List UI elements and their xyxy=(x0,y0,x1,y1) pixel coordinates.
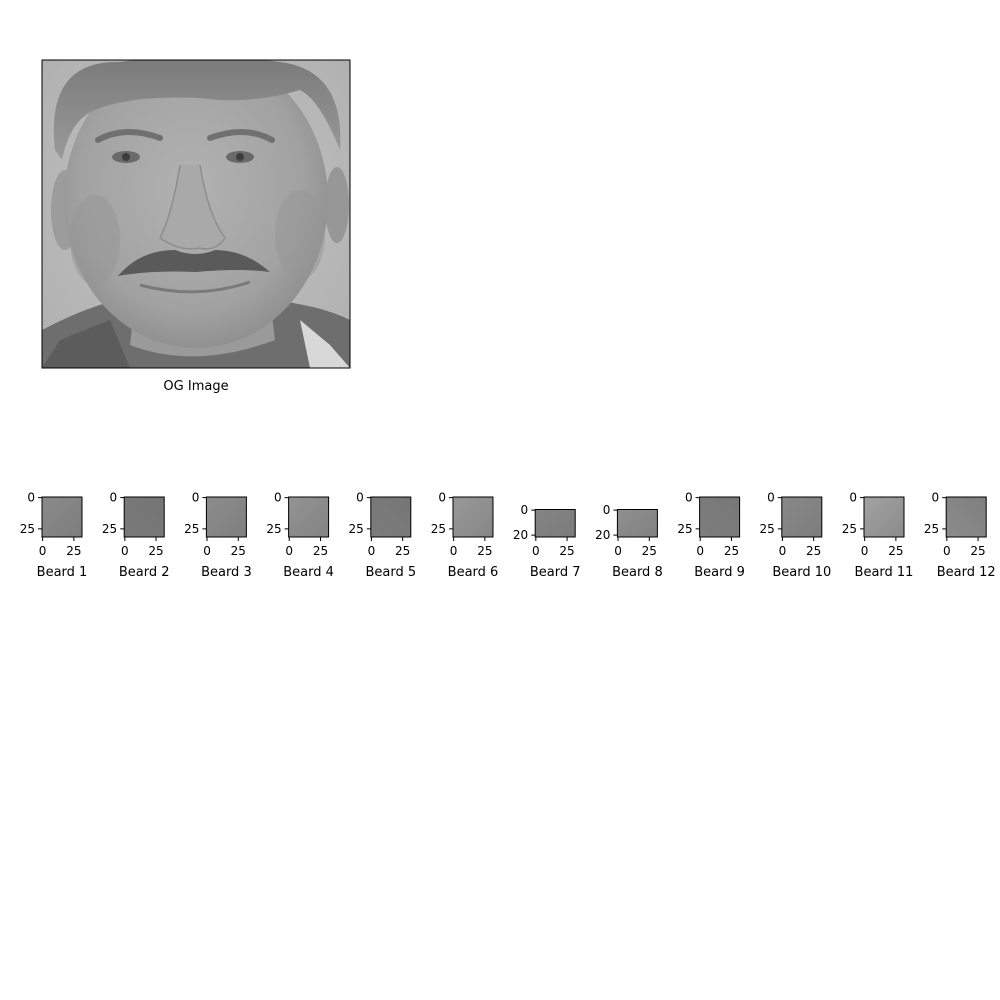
beard-panel-12 xyxy=(924,491,996,580)
beard-panel-8 xyxy=(595,503,663,580)
y-tick-label: 20 xyxy=(512,528,529,543)
beard-patch-tone xyxy=(206,497,246,537)
x-tick-label: 0 xyxy=(614,544,622,558)
x-tick-label: 25 xyxy=(970,544,986,558)
y-tick-label: 25 xyxy=(348,521,364,536)
y-tick-label: 20 xyxy=(595,528,611,543)
y-tick-label: 0 xyxy=(438,490,446,505)
y-tick-label: 0 xyxy=(356,490,364,505)
y-tick-label: 25 xyxy=(101,521,118,536)
x-tick-label: 0 xyxy=(367,544,376,558)
beard-patch-tone xyxy=(617,510,657,538)
beard-panel-9 xyxy=(677,491,745,580)
beard-panel-title: Beard 9 xyxy=(694,565,745,580)
x-tick-label: 25 xyxy=(312,544,329,558)
x-tick-label: 25 xyxy=(477,544,493,558)
y-tick-label: 0 xyxy=(602,503,611,518)
x-tick-label: 0 xyxy=(203,544,211,558)
beard-panel-title: Beard 10 xyxy=(772,565,832,580)
y-tick-label: 25 xyxy=(923,521,940,536)
beard-patch-tone xyxy=(453,497,493,537)
beard-panel-title: Beard 3 xyxy=(201,565,252,580)
y-tick-label: 25 xyxy=(841,521,857,536)
beard-panel-title: Beard 11 xyxy=(854,565,914,580)
beard-patch-tone xyxy=(700,497,740,537)
beard-panel-2 xyxy=(102,491,170,580)
x-tick-label: 25 xyxy=(559,544,575,558)
beard-panel-6 xyxy=(431,491,499,580)
x-tick-label: 0 xyxy=(532,544,540,558)
y-tick-label: 25 xyxy=(677,521,693,536)
beard-panel-title: Beard 6 xyxy=(447,565,499,580)
x-tick-label: 0 xyxy=(449,544,458,558)
beard-panel-3 xyxy=(184,491,252,580)
x-tick-label: 0 xyxy=(778,544,787,558)
beard-panel-11 xyxy=(842,491,914,580)
x-tick-label: 0 xyxy=(696,544,705,558)
x-tick-label: 25 xyxy=(230,544,246,558)
y-tick-label: 0 xyxy=(520,503,529,518)
x-tick-label: 25 xyxy=(723,544,740,558)
x-tick-label: 25 xyxy=(66,544,82,558)
beard-patch-tone xyxy=(782,497,822,537)
beard-panel-10 xyxy=(760,491,832,580)
x-tick-label: 0 xyxy=(121,544,129,558)
x-tick-label: 25 xyxy=(148,544,164,558)
beard-panel-title: Beard 1 xyxy=(36,565,88,580)
beard-patch-tone xyxy=(42,497,82,537)
beard-panel-title: Beard 12 xyxy=(936,565,996,580)
y-tick-label: 25 xyxy=(430,521,446,536)
x-tick-label: 25 xyxy=(641,544,657,558)
original-face-image xyxy=(42,52,350,368)
y-tick-label: 0 xyxy=(767,490,775,505)
beard-patch-tone xyxy=(289,497,329,537)
y-tick-label: 25 xyxy=(19,521,35,536)
beard-panel-title: Beard 2 xyxy=(118,565,170,580)
beard-panel-4 xyxy=(266,491,334,580)
original-image-axes xyxy=(42,52,350,394)
y-tick-label: 25 xyxy=(266,521,282,536)
beard-panel-title: Beard 5 xyxy=(365,565,417,580)
y-tick-label: 25 xyxy=(184,521,200,536)
beard-panel-title: Beard 7 xyxy=(529,565,581,580)
x-tick-label: 0 xyxy=(285,544,294,558)
beard-patch-tone xyxy=(946,497,986,537)
x-tick-label: 0 xyxy=(860,544,869,558)
x-tick-label: 25 xyxy=(395,544,411,558)
beard-patch-tone xyxy=(864,497,904,537)
x-tick-label: 0 xyxy=(38,544,47,558)
beard-panel-5 xyxy=(349,491,417,580)
y-tick-label: 0 xyxy=(684,490,693,505)
original-image-caption: OG Image xyxy=(163,379,229,394)
y-tick-label: 0 xyxy=(27,490,35,505)
y-tick-label: 0 xyxy=(191,490,200,505)
x-tick-label: 25 xyxy=(806,544,822,558)
beard-panels xyxy=(20,491,996,580)
y-tick-label: 25 xyxy=(759,521,775,536)
beard-patch-tone xyxy=(535,510,575,538)
x-tick-label: 0 xyxy=(943,544,951,558)
beard-panel-title: Beard 8 xyxy=(612,565,663,580)
beard-patch-tone xyxy=(371,497,411,537)
y-tick-label: 0 xyxy=(109,490,118,505)
beard-patch-tone xyxy=(124,497,164,537)
x-tick-label: 25 xyxy=(888,544,904,558)
beard-panel-1 xyxy=(20,491,88,580)
beard-panel-7 xyxy=(513,503,581,580)
y-tick-label: 0 xyxy=(931,490,940,505)
y-tick-label: 0 xyxy=(849,490,857,505)
y-tick-label: 0 xyxy=(273,490,282,505)
beard-panel-title: Beard 4 xyxy=(283,565,334,580)
